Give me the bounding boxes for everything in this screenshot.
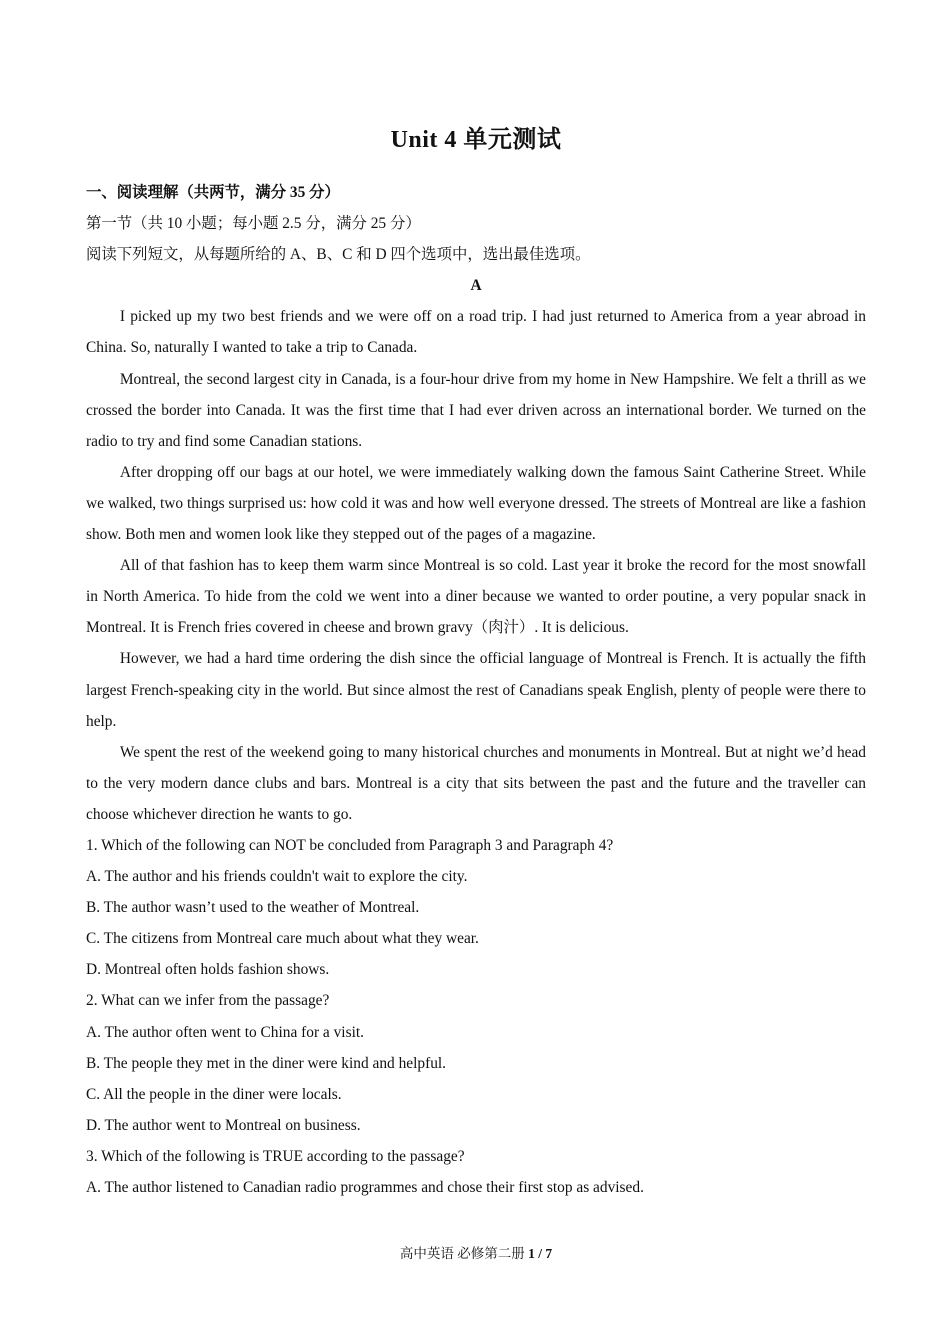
passage-paragraph-2: Montreal, the second largest city in Canada, is a four-hour drive from my home in New Hampshire. We felt a thrill as we crossed the border into Canada. It was the first time that I had ever driven across an international border. We turned on the radio to try and find some Canadian stations. <box>86 370 866 450</box>
instructions: 阅读下列短文，从每题所给的 A、B、C 和 D 四个选项中，选出最佳选项。 <box>86 246 591 264</box>
question-1-option-a: A. The author and his friends couldn't wait to explore the city. <box>86 868 468 886</box>
section-heading: 一、阅读理解（共两节，满分 35 分） <box>86 184 340 201</box>
question-3-option-a: A. The author listened to Canadian radio programmes and chose their first stop as advised. <box>86 1179 644 1196</box>
question-1-stem: 1. Which of the following can NOT be concluded from Paragraph 3 and Paragraph 4? <box>86 836 614 854</box>
page-title: Unit 4 单元测试 <box>390 127 562 153</box>
exam-content <box>86 177 866 1203</box>
question-3-stem: 3. Which of the following is TRUE according to the passage? <box>86 1147 465 1165</box>
passage-paragraph-3: After dropping off our bags at our hotel, we were immediately walking down the famous Saint Catherine Street. While we walked, two things surprised us: how cold it was and how well everyone dressed. The streets of Montreal are like a fashion show. Both men and women look like they stepped out of the pages of a magazine. <box>86 463 866 544</box>
question-1-option-c: C. The citizens from Montreal care much about what they wear. <box>86 930 479 948</box>
footer-book-title: 高中英语 必修第二册 <box>399 1246 525 1261</box>
passage-paragraph-1: I picked up my two best friends and we were off on a road trip. I had just returned to America from a year abroad in China. So, naturally I wanted to take a trip to Canada. <box>86 308 866 357</box>
question-1-option-b: B. The author wasn’t used to the weather of Montreal. <box>86 899 420 917</box>
question-2-option-c: C. All the people in the diner were locals. <box>86 1085 342 1103</box>
question-1-option-d: D. Montreal often holds fashion shows. <box>86 961 330 979</box>
question-2-option-b: B. The people they met in the diner were kind and helpful. <box>86 1054 447 1072</box>
part-heading: 第一节（共 10 小题；每小题 2.5 分，满分 25 分） <box>86 215 421 233</box>
page-number: 1 / 7 <box>528 1246 553 1261</box>
passage-label: A <box>470 277 482 295</box>
passage-paragraph-4: All of that fashion has to keep them warm since Montreal is so cold. Last year it broke the record for the most snowfall in North America. To hide from the cold we went into a diner because we wanted to order poutine, a very popular snack in Montreal. It is French fries covered in cheese and brown gravy（肉汁）. It is delicious. <box>86 557 866 637</box>
question-2-option-a: A. The author often went to China for a visit. <box>86 1023 364 1041</box>
passage-paragraph-6: We spent the rest of the weekend going to many historical churches and monuments in Montreal. But at night we’d head to the very modern dance clubs and bars. Montreal is a city that sits between the past and the future and the traveller can choose whichever direction he wants to go. <box>86 743 866 823</box>
question-2-option-d: D. The author went to Montreal on business. <box>86 1116 361 1134</box>
page-footer <box>86 1244 866 1264</box>
document-page <box>86 0 866 1344</box>
question-2-stem: 2. What can we infer from the passage? <box>86 992 330 1010</box>
passage-paragraph-5: However, we had a hard time ordering the dish since the official language of Montreal is French. It is actually the fifth largest French-speaking city in the world. But since almost the rest of Canadians speak English, plenty of people were there to help. <box>86 650 866 730</box>
